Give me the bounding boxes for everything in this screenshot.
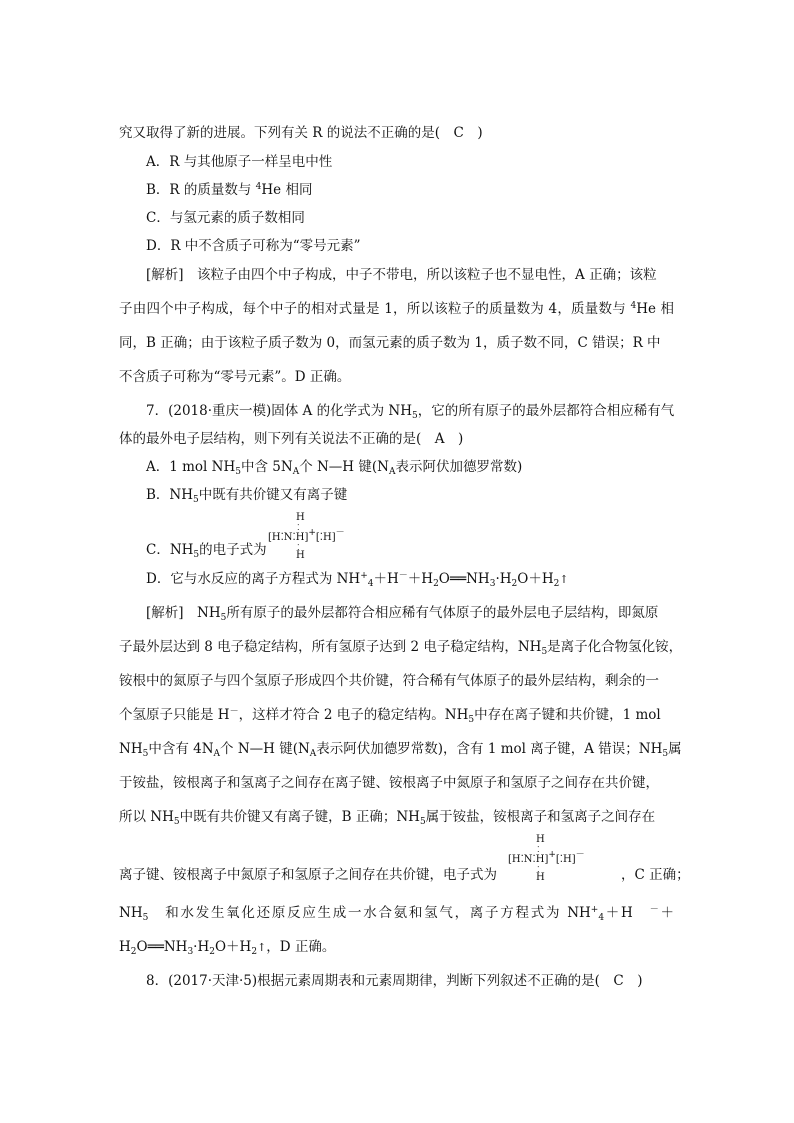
q7-analysis-line-10: $H_2O══NH_3\cdot H_2O+H_2↑$，D 正确。 <box>119 939 336 957</box>
q7-analysis-line-4: 个氢原子只能是 H－，这样才符合 2 电子的稳定结构。$NH_5$中存在离子键和共价键，1 mol <box>119 707 661 725</box>
q7-analysis-line-6: 于铵盐，铵根离子和氢离子之间存在离子键、铵根离子中氮原子和氢原子之间存在共价键， <box>119 775 659 791</box>
q7-stem-line-2: 体的最外电子层结构，则下列有关说法不正确的是( A ) <box>119 431 464 447</box>
q6-option-d: D．R 中不含质子可称为“零号元素” <box>146 238 361 254</box>
q7-analysis-line-8b: ，C 正确； <box>621 867 690 883</box>
q7-analysis-line-7: 所以 $NH_5$中既有共价键又有离子键，B 正确；$NH_5$属于铵盐，铵根离子和氢离子之间存在 <box>119 809 656 827</box>
analysis-tag: [解析] <box>146 267 184 283</box>
q7-analysis-line-9: $NH_5$ 和水发生氧化还原反应生成一水合氨和氢气，离子方程式为 $NH^+_4+H$ －＋ <box>119 905 674 923</box>
q6-option-c: C．与氢元素的质子数相同 <box>146 210 305 226</box>
q7-analysis-line-1: [解析] $NH_5$所有原子的最外层都符合相应稀有气体原子的最外层电子层结构，即氮原 <box>146 605 659 623</box>
q7-analysis-line-5: $NH_5$中含有 $4N_A$个 N—H 键($N_A$表示阿伏加德罗常数)，含有 1 mol 离子键，A 错误；$NH_5$属 <box>119 741 682 759</box>
q7-analysis-line-3: 铵根中的氮原子与四个氢原子形成四个共价键，符合稀有气体原子的最外层结构，剩余的一 <box>119 673 659 689</box>
q8-stem: 8．(2017·天津·5)根据元素周期表和元素周期律，判断下列叙述不正确的是( C ) <box>146 973 643 989</box>
q6-option-a: A．R 与其他原子一样呈电中性 <box>146 154 333 170</box>
electron-formula-nh5-inline: H ⁚ [H⁚N⁚H]+[⁚H]－ ⁚ H <box>508 834 585 883</box>
q7-stem-line-1: 7．(2018·重庆一模)固体 A 的化学式为 $NH_5$，它的所有原子的最外层都符合相应稀有气 <box>146 403 675 421</box>
q6-stem-end: 究又取得了新的进展。下列有关 R 的说法不正确的是( C ) <box>119 125 483 141</box>
q6-option-b: B．R 的质量数与 $^4$He 相同 <box>146 182 313 198</box>
q6-analysis-line-1: [解析] 该粒子由四个中子构成，中子不带电，所以该粒子也不显电性，A 正确；该粒 <box>146 267 657 283</box>
q7-option-d: D．它与水反应的离子方程式为 $NH^+_4+H^-+H_2O══NH_3\cdot H_2O+H_2↑$ <box>146 571 569 589</box>
electron-formula-nh5: H ⁚ [H⁚N⁚H]+[⁚H]－ ⁚ H <box>268 512 345 561</box>
q7-analysis-line-8a: 离子键、铵根离子中氮原子和氢原子之间存在共价键，电子式为 <box>119 867 497 883</box>
q7-option-b: B．$NH_5$中既有共价键又有离子键 <box>146 487 348 505</box>
q6-analysis-line-2: 子由四个中子构成，每个中子的相对式量是 1，所以该粒子的质量数为 4，质量数与 $^4$He 相 <box>119 301 674 317</box>
q6-analysis-line-3: 同，B 正确；由于该粒子质子数为 0，而氢元素的质子数为 1，质子数不同，C 错误；R 中 <box>119 335 661 351</box>
q7-option-c: C．$NH_5$的电子式为 <box>146 542 267 560</box>
q7-option-a: A．1 mol $NH_5$中含 $5N_A$个 N—H 键($N_A$表示阿伏加德罗常数) <box>146 459 523 477</box>
q7-analysis-line-2: 子最外层达到 8 电子稳定结构，所有氢原子达到 2 电子稳定结构，$NH_5$是离子化合物氢化铵， <box>119 639 683 657</box>
analysis-tag: [解析] <box>146 605 184 621</box>
q6-analysis-line-4: 不含质子可称为“零号元素”。D 正确。 <box>119 369 351 385</box>
